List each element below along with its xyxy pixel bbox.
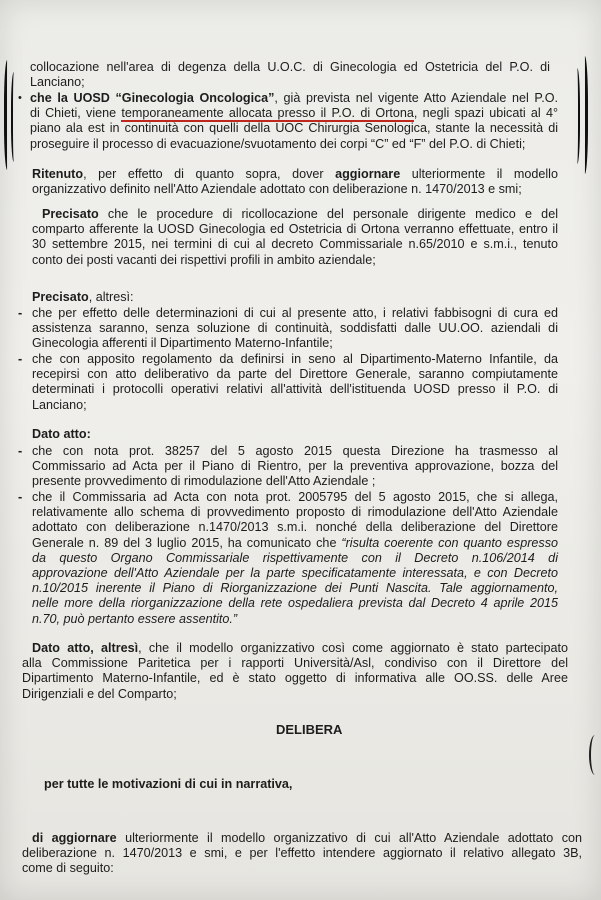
precisato-altresi-item-1 [18, 306, 558, 352]
aggiornare-bold: aggiornare [335, 167, 401, 181]
red-underlined-text: temporaneamente allocata presso il P.O. di Ortona [121, 106, 414, 121]
dato-atto-item1-line-3: presente provvedimento di rimodulazione dell'Atto Aziendale ; [32, 474, 376, 489]
right-bracket-mark-2 [573, 68, 580, 164]
ritenuto-line-2: organizzativo definito nell'Atto Aziendale adottato con deliberazione n. 1470/2013 e smi; [32, 182, 522, 197]
precisato-item1-line-1: che per effetto delle determinazioni di cui al presente atto, i relativi fabbisogni di cura ed [32, 306, 558, 320]
precisato-item2-line-4: Lanciano; [32, 397, 87, 412]
dato-atto-item-2 [18, 490, 559, 627]
intro-line-2: Lanciano; [30, 75, 85, 90]
bullet-line-3: piano ala est in continuità con quelli della UOC Chirurgia Senologica, stante la necessità di [30, 121, 558, 136]
precisato-altresi-rest: , altresì: [88, 290, 134, 304]
bullet-marker: • [18, 92, 22, 104]
handwritten-margin-mark [589, 735, 601, 775]
precisato-heading: Precisato [42, 207, 99, 221]
dato-atto-section [32, 427, 558, 442]
motivazioni-line [44, 777, 444, 792]
bullet-line-1 [30, 91, 558, 106]
dato-altresi-heading: Dato atto, altresì [32, 641, 139, 655]
dato-altresi-text: , che il modello organizzativo così come aggiornato è stato partecipato [138, 641, 568, 655]
dato-altresi-line-4: Dirigenziali e del Comparto; [22, 686, 177, 701]
right-bracket-mark [580, 56, 588, 174]
precisato-line-3: 30 settembre 2015, nei termini di cui al decreto Commissariale n.65/2010 e s.m.i., tenuto [32, 237, 558, 252]
bullet-text: , già prevista nel vigente Atto Aziendale nel P.O. [274, 91, 558, 105]
dato-atto-item2-line-3: adottato con deliberazione n.1470/2013 s.m.i. nonché della deliberazione del Direttore [32, 520, 558, 535]
bullet-bold-text: che la UOSD “Ginecologia Oncologica” [30, 91, 275, 105]
dash-marker: - [18, 444, 23, 458]
bullet-text: di Chieti, viene [30, 106, 122, 121]
intro-line-1: collocazione nell'area di degenza della U.O.C. di Ginecologia ed Ostetricia del P.O. di [30, 60, 550, 74]
dato-atto-item1-line-1: che con nota prot. 38257 del 5 agosto 2015 questa Direzione ha trasmesso al [32, 444, 558, 458]
dash-marker: - [18, 352, 23, 366]
aggiornare-paragraph [22, 831, 582, 877]
precisato-line-2: comparto afferente la UOSD Ginecologia ed Ostetricia di Ortona verranno effettuate, entro il [32, 222, 558, 237]
dato-atto-heading: Dato atto: [32, 427, 91, 441]
motivazioni-text: per tutte le motivazioni di cui in narrativa, [44, 777, 293, 791]
quote-line-5: n.70, può pertanto essere assentito.” [32, 611, 238, 626]
dato-altresi-line-1 [22, 641, 568, 656]
bullet-text: , negli spazi ubicati al 4° [413, 106, 558, 121]
precisato-altresi-heading [32, 290, 558, 305]
dash-marker: - [18, 306, 23, 320]
aggiornare-text: ulteriormente il modello organizzativo di cui all'Atto Aziendale adottato con [116, 831, 582, 845]
precisato-paragraph [32, 207, 558, 268]
aggiornare-line-3: come di seguito: [22, 861, 114, 876]
ritenuto-paragraph [32, 167, 558, 197]
precisato-item2-line-2: recepirsi con atto deliberativo da parte del Direttore Generale, saranno compiutamente [32, 367, 558, 382]
dato-atto-item2-line-1: che il Commissaria ad Acta con nota prot. 2005795 del 5 agosto 2015, che si allega, [32, 490, 558, 504]
precisato-item2-line-3: determinati i protocolli operativi relativi all'attività dell'istituenda UOSD presso il P.O. di [32, 382, 558, 397]
bullet-line-2 [30, 106, 558, 121]
precisato-item1-line-2: assistenza saranno, senza soluzione di continuità, soddisfatti dalle UU.OO. aziendali di [32, 321, 558, 336]
dash-marker: - [18, 490, 23, 504]
ritenuto-text: ulteriormente il modello [400, 167, 558, 181]
quote-line-2: approvazione dell'Atto Aziendale per la parte specificatamente interessata, e con Decreto [32, 566, 558, 581]
precisato-item2-line-1: che con apposito regolamento da definirsi in seno al Dipartimento-Materno Infantile, da [32, 352, 558, 366]
precisato-altresi-item-2 [18, 352, 558, 413]
delibera-heading: DELIBERA [276, 722, 343, 737]
dato-atto-item1-line-2: Commissario ad Acta per il Piano di Rientro, per la preventiva approvazione, bozza del [32, 459, 558, 474]
precisato-line-4: conto dei posti vacanti dei rispettivi profili in ambito aziendale; [32, 252, 376, 267]
bullet-item-uosd [18, 91, 558, 152]
left-bracket-mark-2 [11, 72, 18, 162]
intro-paragraph [30, 60, 550, 90]
ritenuto-line-1 [32, 167, 558, 182]
dato-altresi-line-3: Dipartimento Materno-Infantile, ed è stato oggetto di informativa alle OO.SS. delle Aree [22, 671, 568, 686]
dato-atto-item2-line-4 [32, 536, 558, 551]
dato-altresi-line-2: alla Commissione Paritetica per i rapporti Università/Asl, condiviso con il Direttore del [22, 656, 568, 671]
aggiornare-line-1 [22, 831, 582, 846]
quote-line-3: n.10/2015 inerente il Piano di Riorganizzazione dei Punti Nascita. Tale aggiornamento, [32, 581, 558, 596]
quote-italic-text: “risulta coerente con quanto espresso [341, 535, 559, 550]
dato-atto-text: Generale n. 89 del 3 luglio 2015, ha comunicato che [32, 535, 342, 550]
aggiornare-line-2: deliberazione n. 1470/2013 e smi, e per l'effetto intendere aggiornato il relativo allegato 3B, [22, 846, 582, 861]
dato-atto-altresi-paragraph [22, 641, 568, 702]
dato-atto-item-1 [18, 444, 558, 490]
precisato-line-1 [32, 207, 558, 222]
precisato-text: che le procedure di ricollocazione del personale dirigente medico e del [98, 207, 558, 221]
precisato-item1-line-3: Ginecologia afferenti il Dipartimento Materno-Infantile; [32, 336, 333, 351]
quote-line-4: nelle more della riorganizzazione della rete ospedaliera prevista dal Decreto 4 aprile 2015 [32, 596, 558, 611]
precisato-altresi-bold: Precisato [32, 290, 89, 304]
quote-line-1: da questo Organo Commissariale rispettivamente con il Decreto n.106/2014 di [32, 550, 558, 565]
ritenuto-text: , per effetto di quanto sopra, dover [83, 167, 336, 181]
aggiornare-heading: di aggiornare [32, 831, 117, 845]
ritenuto-heading: Ritenuto [32, 167, 84, 181]
precisato-altresi-section [32, 290, 558, 305]
bullet-line-4: proseguire il processo di evacuazione/svuotamento dei corpi “C” ed “F” del P.O. di Chieti; [30, 136, 526, 151]
dato-atto-item2-line-2: relativamente allo schema di provvedimento proposto di rimodulazione dell'Atto Aziendale [32, 505, 558, 520]
